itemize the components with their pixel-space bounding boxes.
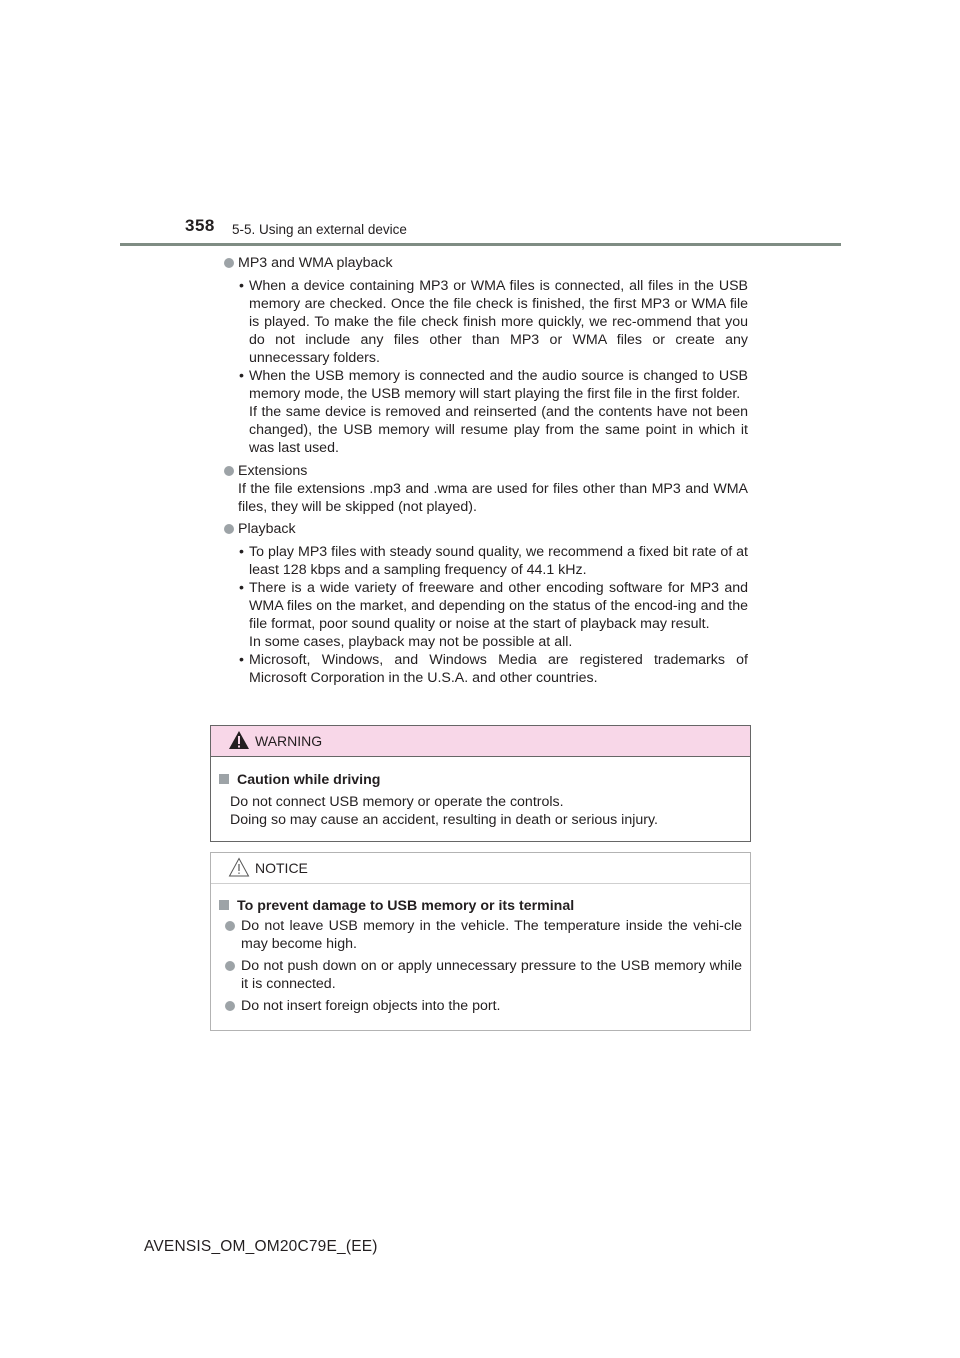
bullet-dot-icon [224, 466, 234, 476]
notice-item: Do not leave USB memory in the vehicle. The temperature inside the vehi-cle may become high. [219, 917, 742, 953]
section-heading: Extensions [224, 462, 748, 480]
notice-item: Do not push down on or apply unnecessary pressure to the USB memory while it is connected. [219, 957, 742, 993]
warning-triangle-icon [228, 730, 250, 750]
bullet-dot-icon [225, 921, 235, 931]
notice-title: To prevent damage to USB memory or its terminal [219, 897, 742, 915]
main-content [224, 254, 748, 692]
warning-body [211, 757, 750, 829]
section-playback [224, 520, 748, 687]
notice-header [211, 853, 750, 884]
notice-label: NOTICE [255, 860, 308, 876]
warning-text: Do not connect USB memory or operate the controls. [230, 794, 564, 810]
warning-text: Doing so may cause an accident, resulting in death or serious injury. [230, 812, 658, 828]
bullet-icon: • [239, 544, 244, 560]
section-title: 5-5. Using an external device [232, 222, 407, 237]
list-item: • Microsoft, Windows, and Windows Media are registered trademarks of Microsoft Corporation in the U.S.A. and other countries. [239, 652, 748, 686]
bullet-dot-icon [225, 961, 235, 971]
caution-triangle-icon [228, 857, 250, 877]
list-item: • When the USB memory is connected and the audio source is changed to USB memory mode, the USB memory will start playing the first file in the first folder. If the same device is removed and reinserted (and the contents have not been changed), the USB memory will resume play from the same point in which it was last used. [239, 368, 748, 456]
section-text: If the file extensions .mp3 and .wma are used for files other than MP3 and WMA files, they will be skipped (not played). [238, 481, 748, 515]
section-heading: Playback [224, 520, 748, 538]
header-rule [120, 243, 841, 246]
warning-label: WARNING [255, 733, 323, 749]
square-bullet-icon [219, 774, 229, 784]
section-mp3-wma [224, 254, 748, 457]
section-heading: MP3 and WMA playback [224, 254, 748, 272]
bullet-icon: • [239, 580, 244, 596]
notice-body [211, 884, 750, 1015]
list-item: • There is a wide variety of freeware and other encoding software for MP3 and WMA files on the market, and depending on the status of the encod-ing and the file format, poor sound quality or noise at the start of playback may result. In some cases, playback may not be possible at all. [239, 580, 748, 650]
bullet-dot-icon [224, 258, 234, 268]
square-bullet-icon [219, 900, 229, 910]
bullet-icon: • [239, 278, 244, 294]
bullet-list [224, 277, 748, 457]
page-number: 358 [185, 216, 215, 235]
list-item: • To play MP3 files with steady sound quality, we recommend a fixed bit rate of at least 128 kbps and a sampling frequency of 44.1 kHz. [239, 544, 748, 578]
bullet-icon: • [239, 368, 244, 384]
bullet-dot-icon [225, 1001, 235, 1011]
warning-box [210, 725, 751, 842]
section-extensions [224, 462, 748, 520]
footer-document-code: AVENSIS_OM_OM20C79E_(EE) [144, 1238, 378, 1255]
warning-title: Caution while driving [219, 771, 742, 789]
warning-header [211, 726, 750, 757]
notice-item: Do not insert foreign objects into the port. [219, 997, 742, 1015]
bullet-list [224, 543, 748, 687]
notice-box [210, 852, 751, 1031]
bullet-dot-icon [224, 524, 234, 534]
list-item: • When a device containing MP3 or WMA files is connected, all files in the USB memory are checked. Once the file check is finished, the first MP3 or WMA file is played. To make the file check finish more quickly, we rec-ommend that you do not include any files other than MP3 or WMA files or create any unnecessary folders. [239, 278, 748, 366]
bullet-icon: • [239, 652, 244, 668]
